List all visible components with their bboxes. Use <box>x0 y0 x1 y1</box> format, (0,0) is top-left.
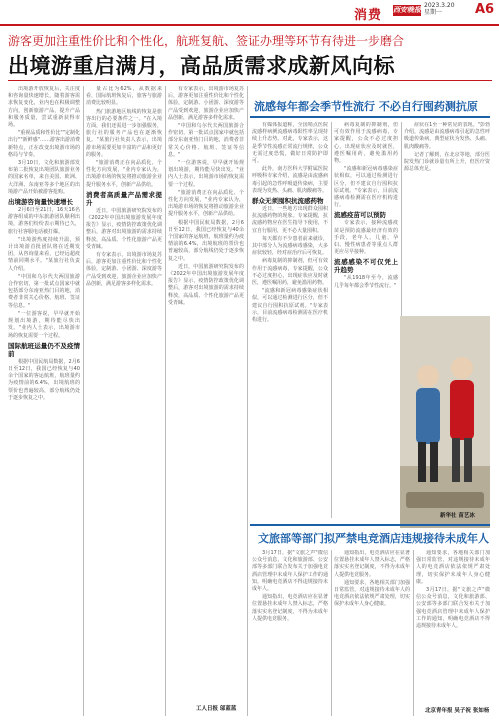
subheading: 流感疫苗可以预防 <box>334 211 386 220</box>
column-divider <box>83 86 84 716</box>
illustration-image <box>400 316 490 528</box>
column-divider <box>247 86 248 716</box>
paragraph: 通知指出，电竞酒店应在显著位置悬挂未成年人禁入标志，严格落实实名登记制度，不得为未成年人提供电竞服务。 <box>334 550 410 578</box>
paragraph: 有专家表示，出境游市场复苏后，游客更加注重性价比和个性化体验，定制游、小团游、深度游等产品受到欢迎，旅游企业应加快产品创新，满足游客多样化需求。 <box>86 252 162 287</box>
page-header <box>0 0 499 26</box>
column-divider <box>165 86 166 716</box>
paragraph: 近日，一些地方出现群众囤积抗流感药物的现象。专家提醒，抗流感药物应在医生指导下使用，不宜自行服用，更不必大量囤积。 <box>252 206 328 234</box>
story1-column3 <box>168 86 244 700</box>
story1-column2 <box>86 86 162 700</box>
paragraph: 有媒体报道称，全国哨点医院流感样病例流感病毒阳性率呈现持续上升态势。对此，专家表示，这是季节性流感正常流行规律，公众无需过度恐慌，做好日常防护即可。 <box>252 122 328 165</box>
subtitle: 游客更加注重性价比和个性化，航班复航、签证办理等环节有待进一步磨合 <box>8 34 405 48</box>
main-headline: 出境游重启满月，高品质需求成新风向标 <box>8 54 395 78</box>
section-name: 消费 <box>354 8 383 23</box>
paragraph: "旅游消费正在向品质化、个性化方向发展，"业内专家认为，出境游市场的恢复将推动旅游企业提升服务水平，创新产品供给。 <box>86 160 162 188</box>
story4-headline: 文旅部等部门拟严禁电竞酒店违规接待未成年人 <box>258 532 489 545</box>
paragraph: "流感和新冠病毒感染症状相似，可以通过检测进行区分，但不建议自行囤积抗原试剂。"专家表示，目前流感病毒检测需在医疗机构进行。 <box>334 166 398 209</box>
story1-column1 <box>8 86 80 716</box>
paragraph: "一位游客说，早早就开始规划出境游，期待能尽快出发。"业内人士表示，出境游市场的恢复需要一个过程。 <box>8 310 80 339</box>
subheading: 出境游咨询量快速增长 <box>8 198 73 207</box>
paragraph: 症状在1至一种常见的表现。"彭勃介绍，流感是由流感病毒引起的急性呼吸道传染病，典型症状为发热、头痛、肌肉酸痛等。 <box>404 122 490 150</box>
story3-column1 <box>252 122 328 518</box>
paragraph: 每天都有不少患者前来就诊，其中部分人为流感病毒感染，大多症状较轻，经对症治疗后可恢复。 <box>252 235 328 257</box>
story3-column3 <box>404 122 490 312</box>
paragraph: "流感和新冠病毒感染症状相似，可以通过检测进行区分，但不建议自行囤积抗原试剂。"专家表示，目前流感病毒检测需在医疗机构进行。 <box>252 288 328 324</box>
story3-column2 <box>334 122 398 518</box>
paragraph: "中国和乌尔代夫两国旅游合作密切，第一批试点国家中就包括部分东南亚热门目的地，消费者非常关心价格、航班、签证等信息。" <box>168 123 244 158</box>
story4-column3 <box>416 550 490 704</box>
paragraph: 病毒复制的抑制剂，但可有效作用于流感病毒，专家提醒，公众不必过度担心，出现症状应及时就医，遵医嘱用药，避免滥用药物。 <box>334 122 398 165</box>
subheading: 国际航班运量仍不及疫情前 <box>8 341 80 358</box>
paragraph: "中国和乌尔代夫两国旅游合作密切，第一批试点国家中就包括部分东南亚热门目的地，消费者非常关心价格、航班、签证等信息。" <box>8 273 80 309</box>
paragraph: 3月17日，据"文旅之声"微信公众号消息，文化和旅游部、公安部等多部门联合发布关于加强电竞酒店管理中未成年人保护工作的通知，明确电竞酒店不得违规接待未成年人。 <box>252 550 328 593</box>
paragraph: 出境游开放恢复后，关注度和咨询量快速增长，随着游客需求恢复变化，业内也在积极调整方向，创新旅游产品，提升产品和服务质量，尝试重新获得市场。 <box>8 86 80 129</box>
paragraph: 热门旅游地区航线的恢复是旅客出行的必要条件之一。"在入境方面，我们还需进一步加强服务，旅行社的服务产品也在逐渐恢复。"某旅行社负责人表示，出境游市场需要更加丰富的产品和更好的服务。 <box>86 108 162 158</box>
date-text: 2023.3.20 <box>424 2 455 9</box>
column-divider <box>331 550 332 716</box>
paragraph: 有专家表示，出境游市场复苏后，游客更加注重性价比和个性化体验，定制游、小团游、深度游等产品受到欢迎，旅游企业应加快产品创新，满足游客多样化需求。 <box>168 86 244 121</box>
paragraph: 此外，南方医科大学附属医院呼吸科专家介绍，流感是由流感病毒引起的急性呼吸道传染病，主要表现为发热、头痛、肌肉酸痛等。 <box>252 166 328 194</box>
weekday-text: 星期一 <box>424 9 443 16</box>
paragraph: "重视品质和性价比""定制化出行""新鲜感"……游客出游消费新特点，正在改变出境游市场的格局与节奏。 <box>8 130 80 158</box>
subheading: 消费者高质量产品需求提升 <box>86 190 162 207</box>
story3-headline: 流感每年都会季节性流行 不必自行囤药测抗原 <box>254 100 478 113</box>
story4-top-rule <box>250 524 490 526</box>
newspaper-logo: 西安晚报 <box>393 6 421 14</box>
story4-column1 <box>252 550 328 710</box>
headline-rule <box>8 80 492 81</box>
paragraph: 近日，中国旅游研究院发布的《2022年中国出境旅游发展年度报告》显示，疫情防控政策优化调整后，游客对出境旅游的需求持续释放，高品质、个性化旅游产品更受青睐。 <box>168 263 244 306</box>
byline: 北京青年报 吴子祝 张如杨 <box>425 708 490 714</box>
byline: 新华社 苗艺冰 <box>440 513 475 519</box>
paragraph: "旅游消费正在向品质化、个性化方向发展，"业内专家认为，出境游市场的恢复将推动旅游企业提升服务水平，创新产品供给。 <box>168 189 244 218</box>
story4-column2 <box>334 550 410 710</box>
paragraph: 量占比为62%，从数据来看，国际航班恢复后，旅客与旅游消费比较明显。 <box>86 86 162 107</box>
paragraph: 通知指出，电竞酒店应在显著位置悬挂未成年人禁入标志，严格落实实名登记制度，不得为未成年人提供电竞服务。 <box>252 594 328 622</box>
paragraph: 3月17日，据"文旅之声"微信公众号消息，文化和旅游部、公安部等多部门联合发布关于加强电竞酒店管理中未成年人保护工作的通知，明确电竞酒店不得违规接待未成年人。 <box>416 587 490 630</box>
story3-top-rule <box>250 116 490 118</box>
paragraph: 近日，中国旅游研究院发布的《2022年中国出境旅游发展年度报告》显示，疫情防控政策优化调整后，游客对出境旅游的需求持续释放，高品质、个性化旅游产品更受青睐。 <box>86 207 162 250</box>
illustration-figures <box>400 316 490 528</box>
subheading: 流感感染不可仅凭上升趋势 <box>334 258 398 275</box>
paragraph: 专家表示，接种流感疫苗是预防流感最经济有效的手段，老年人、儿童、孕妇、慢性病患者等重点人群更应尽早接种。 <box>334 220 398 256</box>
paragraph: 2月6日至21日，16天16名游客组成的中东旅游团队顺利出境，游客们纷纷表示期待已久，旅行社客服电话被打爆。 <box>8 207 80 235</box>
paragraph: 通知要求，各地相关部门加强日常监管，对违规接待未成年人的电竞酒店依法依规严肃处理，切实保护未成年人身心健康。 <box>334 579 410 608</box>
column-divider <box>413 550 414 716</box>
issue-date <box>424 2 455 16</box>
page-number: A6 <box>475 2 495 17</box>
byline: 工人日报 邬蓝蓝 <box>196 706 237 712</box>
paragraph: "出境游热度持续升温，预计出境游首批团队将在近期发团，从咨询量来看，已经远超疫情前同期水平。"某旅行社负责人介绍。 <box>8 236 80 272</box>
paragraph: 根据中国民航局数据，2月6日至12日，我国已经恢复与40余个国家的客运航班，航班量约为疫情前的6.4%，出境航班的票价也普遍较高，部分航线仍处于逐步恢复之中。 <box>8 358 80 401</box>
paragraph: 通知要求，各地相关部门加强日常监管，对违规接待未成年人的电竞酒店依法依规严肃处理，切实保护未成年人身心健康。 <box>416 550 490 585</box>
paragraph: "从1918年至今，流感几乎每年都会季节性流行。" <box>334 275 398 289</box>
paragraph: 3月10日，文化和旅游部发布第二批恢复出境团队旅游业务的国家名单，来自美国、欧洲、大洋洲、东南亚等多个地区的出境游产品开始被游客抢购。 <box>8 160 80 195</box>
paragraph: 根据中国民航局数据，2月6日至12日，我国已经恢复与40余个国家的客运航班，航班量约为疫情前的6.4%，出境航班的票价也普遍较高，部分航线仍处于逐步恢复之中。 <box>168 219 244 262</box>
paragraph: 记者了解到，在北京等地，部分医院发热门诊就诊量有所上升，但医疗资源总体充足。 <box>404 151 490 173</box>
paragraph: 病毒复制的抑制剂，但可有效作用于流感病毒，专家提醒，公众不必过度担心，出现症状应及时就医，遵医嘱用药，避免滥用药物。 <box>252 258 328 287</box>
column-divider <box>331 122 332 518</box>
paragraph: "一位游客说，早早就开始规划出境游，期待能尽快出发。"业内人士表示，出境游市场的恢复需要一个过程。 <box>168 160 244 188</box>
subheading: 群众无须囤积抗流感药物 <box>252 197 324 206</box>
